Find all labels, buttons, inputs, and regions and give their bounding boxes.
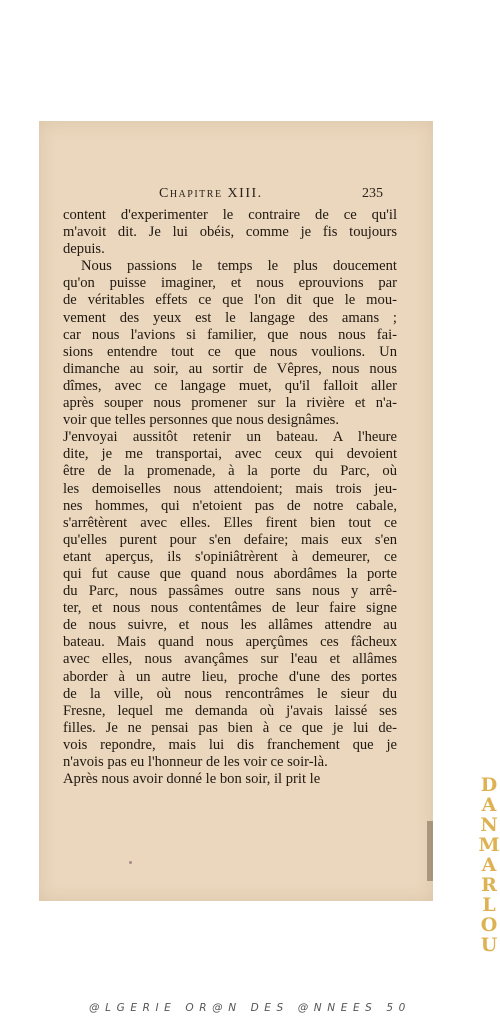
text-line: nes hommes, qui n'etoient pas de notre cabale,	[63, 497, 397, 514]
text-line: aborder à un autre lieu, proche d'une des portes	[63, 668, 397, 685]
text-line: dîmes, avec ce langage muet, qu'il falloit aller	[63, 377, 397, 394]
text-line: ter, et nous nous contentâmes de leur faire signe	[63, 600, 397, 617]
footer-caption: @LGERIE OR@N DES @NNEES 50	[89, 1002, 411, 1014]
text-line: de la ville, où nous rencontrâmes le sieur du	[63, 685, 397, 702]
page-body-text	[63, 207, 397, 788]
running-header	[159, 186, 383, 202]
watermark-letter: A	[481, 794, 497, 816]
text-line: s'arrêtèrent avec elles. Elles firent bien tout ce	[63, 514, 397, 531]
text-line: dimanche au soir, au sortir de Vêpres, nous nous	[63, 360, 397, 377]
text-line: Après nous avoir donné le bon soir, il prit le	[63, 771, 321, 788]
text-line: bateau. Mais quand nous aperçûmes ces fâcheux	[63, 634, 397, 651]
book-page	[39, 121, 433, 901]
text-line: n'avois pas eu l'honneur de les voir ce soir-là.	[63, 754, 328, 770]
watermark-letter: L	[482, 894, 496, 916]
text-line: filles. Je ne pensai pas bien à ce que je lui de-	[63, 719, 397, 736]
text-line: Fresne, lequel me demanda où j'avais laissé ses	[63, 702, 397, 719]
watermark-letter: R	[481, 874, 497, 896]
text-line: du Parc, nous passâmes outre sans nous y arrê-	[63, 583, 397, 600]
text-line: qui fut cause que quand nous abordâmes la porte	[63, 565, 397, 582]
chapter-title: Chapitre XIII.	[159, 186, 263, 201]
text-line: vement des yeux est le langage des amans ;	[63, 309, 397, 326]
text-line: car nous l'avions si familier, que nous nous fai-	[63, 326, 397, 343]
text-line: Nous passions le temps le plus doucement	[81, 258, 397, 275]
text-line: etant aperçus, ils s'opiniâtrèrent à demeurer, ce	[63, 548, 397, 565]
text-line: qu'elles purent pour s'en defaire; mais eux s'en	[63, 531, 397, 548]
watermark-letter: A	[481, 854, 497, 876]
watermark-letter: D	[480, 774, 498, 796]
text-line: sions entendre tout ce que nous voulions. Un	[63, 343, 397, 360]
text-line: J'envoyai aussitôt retenir un bateau. A l'heure	[63, 429, 397, 446]
text-line: de nous suivre, et nous les allâmes attendre au	[63, 617, 397, 634]
watermark-letter: U	[480, 934, 498, 956]
text-line: être de la promenade, à la porte du Parc, où	[63, 463, 397, 480]
paper-speck	[129, 861, 132, 864]
watermark-letter: N	[480, 814, 498, 836]
text-line: depuis.	[63, 241, 105, 258]
watermark-letter: O	[480, 914, 498, 936]
text-line: dite, je me transportai, avec ceux qui devoient	[63, 446, 397, 463]
text-line: qu'on puisse imaginer, et nous eprouvions par	[63, 275, 397, 292]
text-line: m'avoit dit. Je lui obéis, comme je fis toujours	[63, 224, 397, 241]
watermark-letter: M	[478, 834, 500, 856]
text-line: vois repondre, mais lui dis franchement que je	[63, 736, 397, 753]
text-line: les demoiselles nous attendoient; mais trois jeu-	[63, 480, 397, 497]
text-line: voir que telles personnes que nous designâmes.	[63, 412, 340, 429]
text-line: content d'experimenter le contraire de ce qu'il	[63, 207, 397, 223]
page-number: 235	[362, 186, 383, 201]
watermark	[478, 775, 500, 985]
text-line: de véritables effets ce que l'on dit que le mou-	[63, 292, 397, 309]
text-line: après souper nous promener sur la rivière et n'a-	[63, 395, 397, 412]
text-line: avec elles, nous avançâmes sur l'eau et allâmes	[63, 651, 397, 668]
